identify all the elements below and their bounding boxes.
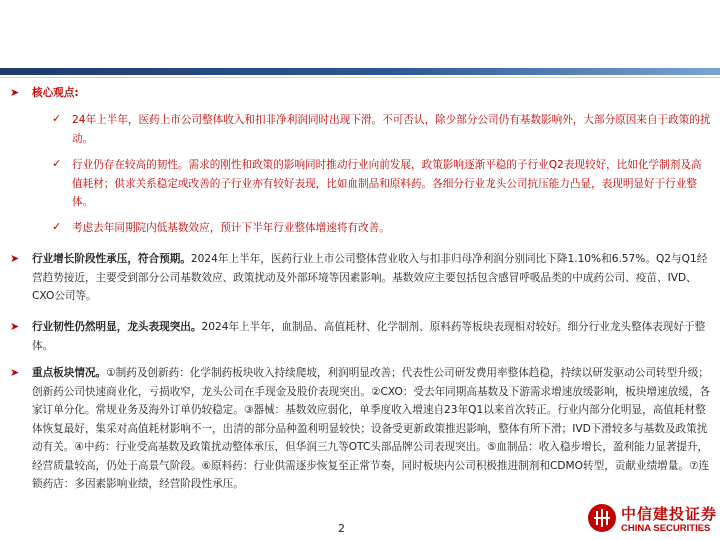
page-number: 2 (338, 522, 345, 535)
resilience-paragraph (32, 318, 714, 355)
resilience-body: 2024年上半年，血制品、高值耗材、化学制剂、原料药等板块表现相对较好。细分行业龙头整体表现好于整体。 (32, 321, 706, 352)
arrow-bullet-icon: ➤ (10, 320, 20, 333)
arrow-bullet-icon: ➤ (10, 86, 20, 99)
check-icon: ✓ (52, 112, 62, 125)
logo-en-text: CHINA SECURITIES (621, 523, 711, 534)
check-icon: ✓ (52, 220, 62, 233)
core-heading: 核心观点: (32, 87, 79, 99)
core-point-1: 24年上半年，医药上市公司整体收入和扣非净利润同时出现下滑。不可否认，除少部分公司仍有基数影响外，大部分原因来自于政策的扰动。 (72, 114, 711, 145)
sectors-lead: 重点板块情况。 (32, 367, 107, 379)
growth-body: 2024年上半年，医药行业上市公司整体营业收入与扣非归母净利润分别同比下降1.10%和6.57%。Q2与Q1经营趋势接近，主要受到部分公司基数效应、政策扰动及外部环境等因素影响。基数效应主要包括包含感冒呼吸品类的中成药公司、疫苗、IVD、CXO公司等。 (32, 253, 708, 302)
logo-cn-text: 中信建投证券 (621, 505, 718, 523)
check-icon: ✓ (52, 157, 62, 170)
company-logo (588, 502, 720, 540)
arrow-bullet-icon: ➤ (10, 252, 20, 265)
resilience-lead: 行业韧性仍然明显，龙头表现突出。 (32, 321, 202, 333)
sectors-paragraph (32, 364, 714, 494)
core-point-2: 行业仍存在较高的韧性。需求的刚性和政策的影响同时推动行业向前发展，政策影响逐渐平稳的子行业Q2表现较好，比如化学制剂及高值耗材；供求关系稳定或改善的子行业亦有较好表现，比如血制品和原料药。各细分行业龙头公司抗压能力凸显，表现明显好于行业整体。 (72, 159, 702, 208)
core-point-3: 考虑去年同期院内低基数效应，预计下半年行业整体增速将有改善。 (72, 222, 390, 234)
sectors-body: ①制药及创新药：化学制药板块收入持续爬坡，利润明显改善；代表性公司研发费用率整体趋稳，持续以研发驱动公司转型升级；创新药公司快速商业化，亏损收窄，龙头公司在手现金及股价表现突出。②CXO：受去年同期高基数及下游需求增速放缓影响，板块增速放缓，各家订单分化。常规业务及海外订单仍较稳定。③器械：基数效应弱化，单季度收入增速自23年Q1以来首次转正。行业内部分化明显，高值耗材整体恢复最好，集采对高值耗材影响不一，出清的部分品种盈利明显较快；设备受更新政策推迟影响，整体有所下滑；IVD下滑较多与基数及政策扰动有关。④中药：行业受高基数及政策扰动整体承压，但华润三九等OTC头部品牌公司表现突出。⑤血制品：收入稳步增长，盈利能力显著提升，经营质量较高，仍处于高景气阶段。⑥原料药：行业供需逐步恢复至正常节奏，同时板块内公司积极推进制剂和CDMO转型，贡献业绩增量。⑦连锁药店：多因素影响业绩，经营阶段性承压。 (32, 367, 711, 490)
header-accent-bar (0, 68, 720, 75)
growth-lead: 行业增长阶段性承压，符合预期。 (32, 253, 191, 265)
logo-emblem-icon (588, 504, 616, 532)
growth-paragraph (32, 250, 714, 306)
header-divider (0, 77, 720, 78)
arrow-bullet-icon: ➤ (10, 366, 20, 379)
